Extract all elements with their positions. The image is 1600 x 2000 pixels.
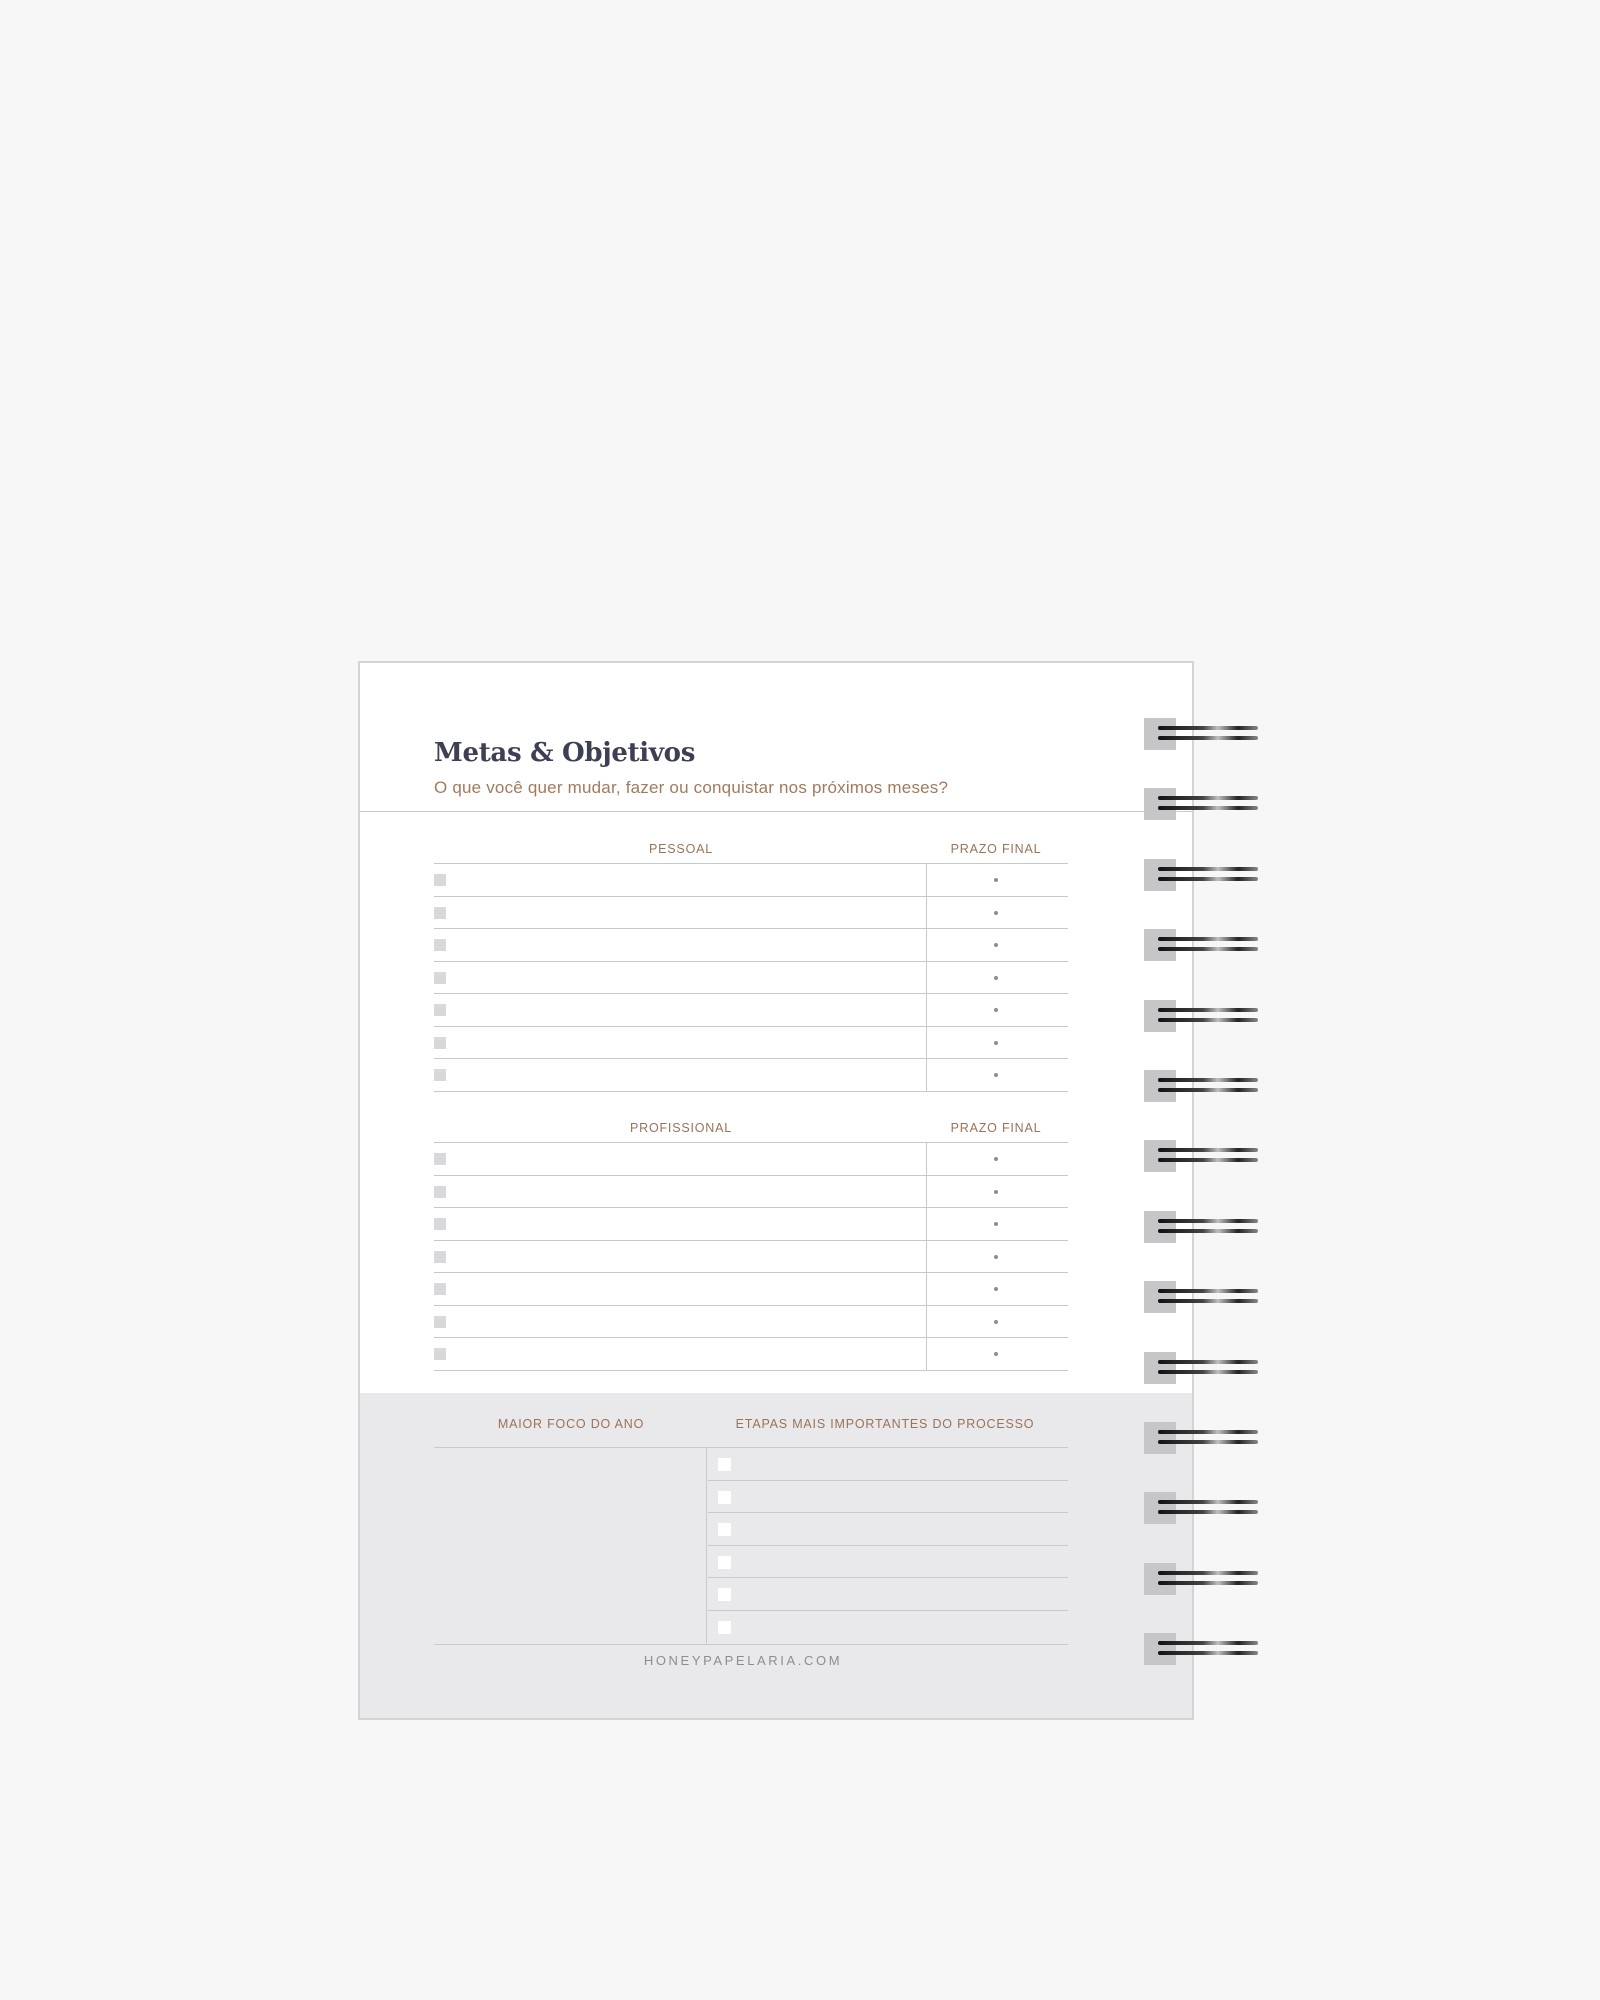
spiral-wire [1158,1219,1258,1223]
step-row [708,1611,1068,1643]
spiral-ring [1144,1420,1244,1456]
deadline-column-divider [926,928,927,963]
goal-row [434,962,1068,995]
important-steps-list [708,1448,1068,1642]
spiral-ring [1144,1561,1244,1597]
step-checkbox[interactable] [718,1588,731,1601]
spiral-ring [1144,1138,1244,1174]
spiral-wire [1158,1088,1258,1092]
goal-checkbox[interactable] [434,1348,446,1360]
spiral-wire [1158,1008,1258,1012]
goal-row [434,864,1068,897]
goal-row [434,1176,1068,1209]
goal-checkbox[interactable] [434,907,446,919]
spiral-wire [1158,1370,1258,1374]
spiral-ring [1144,1350,1244,1386]
spiral-wire [1158,1500,1258,1504]
spiral-hole [1144,1492,1176,1524]
deadline-column-divider [926,993,927,1028]
goal-row [434,994,1068,1027]
spiral-hole [1144,788,1176,820]
deadline-dot [994,911,998,915]
goal-checkbox[interactable] [434,1251,446,1263]
step-row [708,1513,1068,1546]
goal-checkbox[interactable] [434,1153,446,1165]
spiral-wire [1158,1299,1258,1303]
goal-checkbox[interactable] [434,972,446,984]
deadline-column-divider [926,1337,927,1372]
goal-row [434,1338,1068,1371]
step-row [708,1546,1068,1579]
page-subtitle: O que você quer mudar, fazer ou conquistar nos próximos meses? [434,778,949,797]
professional-goals-list [434,1142,1068,1371]
step-row [708,1578,1068,1611]
spiral-wire [1158,877,1258,881]
personal-goals-section [434,829,1068,1092]
planner-page [358,661,1194,1720]
deadline-column-divider [926,1058,927,1093]
spiral-ring [1144,786,1244,822]
spiral-ring [1144,1631,1244,1667]
deadline-column-divider [926,960,927,995]
goal-row [434,1208,1068,1241]
spiral-hole [1144,1070,1176,1102]
deadline-column-divider [926,1174,927,1209]
deadline-column-divider [926,1142,927,1177]
professional-deadline-header-label: PRAZO FINAL [950,1121,1042,1135]
goal-row [434,1273,1068,1306]
spiral-hole [1144,1352,1176,1384]
step-row [708,1481,1068,1514]
spiral-ring [1144,857,1244,893]
spiral-wire [1158,937,1258,941]
goal-row [434,1306,1068,1339]
focus-headers [434,1417,1068,1447]
deadline-dot [994,1157,998,1161]
deadline-column-divider [926,1025,927,1060]
spiral-ring [1144,1209,1244,1245]
biggest-focus-header: MAIOR FOCO DO ANO [497,1417,645,1431]
spiral-wire [1158,947,1258,951]
personal-header-label: PESSOAL [649,842,713,856]
professional-header-label: PROFISSIONAL [630,1121,732,1135]
deadline-column-divider [926,1304,927,1339]
goal-checkbox[interactable] [434,1316,446,1328]
spiral-ring [1144,716,1244,752]
spiral-wire [1158,1440,1258,1444]
goal-checkbox[interactable] [434,939,446,951]
spiral-wire [1158,1229,1258,1233]
spiral-ring [1144,1279,1244,1315]
spiral-ring [1144,927,1244,963]
personal-goals-list [434,863,1068,1092]
goal-checkbox[interactable] [434,1037,446,1049]
spiral-hole [1144,929,1176,961]
spiral-hole [1144,1422,1176,1454]
deadline-dot [994,1287,998,1291]
deadline-dot [994,1073,998,1077]
spiral-wire [1158,1571,1258,1575]
deadline-column-divider [926,863,927,898]
spiral-hole [1144,1211,1176,1243]
focus-grid [434,1447,1068,1645]
spiral-hole [1144,1633,1176,1665]
professional-goals-section [434,1108,1068,1371]
spiral-hole [1144,859,1176,891]
deadline-column-divider [926,1239,927,1274]
important-steps-header: ETAPAS MAIS IMPORTANTES DO PROCESSO [735,1417,1035,1431]
spiral-wire [1158,1430,1258,1434]
deadline-dot [994,1008,998,1012]
spiral-hole [1144,1140,1176,1172]
spiral-wire [1158,806,1258,810]
goal-row [434,1059,1068,1092]
step-checkbox[interactable] [718,1621,731,1634]
goal-row [434,929,1068,962]
deadline-column-divider [926,1207,927,1242]
spiral-wire [1158,1289,1258,1293]
spiral-hole [1144,1281,1176,1313]
goal-row [434,1027,1068,1060]
goal-row [434,1241,1068,1274]
goal-checkbox[interactable] [434,1004,446,1016]
focus-grid-divider [706,1448,707,1644]
spiral-wire [1158,1078,1258,1082]
page-title: Metas & Objetivos [434,738,696,768]
spiral-hole [1144,1000,1176,1032]
spiral-wire [1158,1651,1258,1655]
goal-checkbox[interactable] [434,1186,446,1198]
deadline-dot [994,878,998,882]
step-row [708,1448,1068,1481]
deadline-column-divider [926,895,927,930]
spiral-wire [1158,1148,1258,1152]
spiral-wire [1158,1581,1258,1585]
deadline-column-divider [926,1272,927,1307]
title-divider [360,811,1192,812]
goal-row [434,897,1068,930]
spiral-wire [1158,1158,1258,1162]
spiral-hole [1144,1563,1176,1595]
deadline-dot [994,1222,998,1226]
step-checkbox[interactable] [718,1523,731,1536]
deadline-dot [994,1041,998,1045]
step-checkbox[interactable] [718,1458,731,1471]
spiral-ring [1144,998,1244,1034]
spiral-hole [1144,718,1176,750]
deadline-dot [994,1352,998,1356]
spiral-ring [1144,1490,1244,1526]
goal-checkbox[interactable] [434,1218,446,1230]
footer-website: HONEYPAPELARIA.COM [643,1653,843,1668]
goal-checkbox[interactable] [434,1069,446,1081]
step-checkbox[interactable] [718,1556,731,1569]
spiral-wire [1158,1510,1258,1514]
personal-deadline-header-label: PRAZO FINAL [950,842,1042,856]
goal-row [434,1143,1068,1176]
goal-checkbox[interactable] [434,874,446,886]
personal-goals-header [434,829,1068,863]
goal-checkbox[interactable] [434,1283,446,1295]
step-checkbox[interactable] [718,1491,731,1504]
spiral-wire [1158,736,1258,740]
deadline-dot [994,1190,998,1194]
deadline-dot [994,976,998,980]
professional-goals-header [434,1108,1068,1142]
deadline-dot [994,1320,998,1324]
spiral-wire [1158,726,1258,730]
spiral-wire [1158,796,1258,800]
spiral-wire [1158,867,1258,871]
spiral-wire [1158,1641,1258,1645]
deadline-dot [994,943,998,947]
spiral-wire [1158,1018,1258,1022]
spiral-ring [1144,1068,1244,1104]
deadline-dot [994,1255,998,1259]
spiral-wire [1158,1360,1258,1364]
